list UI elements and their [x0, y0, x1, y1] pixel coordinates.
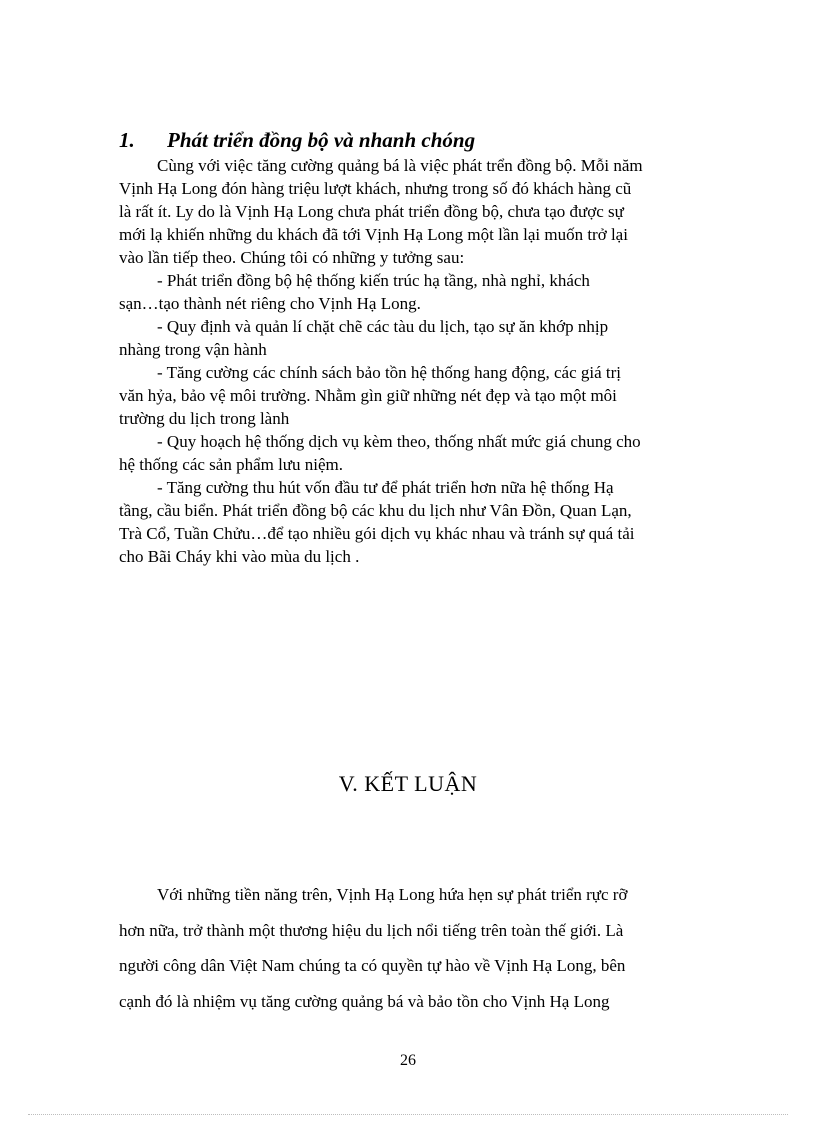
body-line: tầng, cầu biển. Phát triển đồng bộ các khu du lịch như Vân Đồn, Quan Lạn,: [119, 501, 632, 520]
conclusion-line: Với những tiền năng trên, Vịnh Hạ Long hứa hẹn sự phát triển rực rỡ: [157, 885, 628, 904]
body-line: cho Bãi Cháy khi vào mùa du lịch .: [119, 547, 360, 566]
body-line: trường du lịch trong lành: [119, 409, 290, 428]
bullet-line: - Tăng cường thu hút vốn đầu tư để phát triển hơn nữa hệ thống Hạ: [157, 478, 614, 497]
body-line: nhàng trong vận hành: [119, 340, 267, 359]
body-line: Cùng với việc tăng cường quảng bá là việc phát trển đồng bộ. Mỗi năm: [157, 156, 643, 175]
bullet-line: - Quy định và quản lí chặt chẽ các tàu du lịch, tạo sự ăn khớp nhịp: [157, 317, 609, 336]
body-line: vào lần tiếp theo. Chúng tôi có những y tưởng sau:: [119, 248, 465, 267]
body-line: là rất ít. Ly do là Vịnh Hạ Long chưa phát triển đồng bộ, chưa tạo được sự: [119, 202, 624, 221]
bullet-line: - Phát triển đồng bộ hệ thống kiến trúc hạ tầng, nhà nghỉ, khách: [157, 271, 590, 290]
section-body: [119, 154, 699, 568]
conclusion-line: hơn nữa, trở thành một thương hiệu du lịch nổi tiếng trên toàn thế giới. Là: [119, 920, 624, 940]
section-title: Phát triển đồng bộ và nhanh chóng: [167, 128, 476, 152]
body-line: mới lạ khiến những du khách đã tới Vịnh Hạ Long một lần lại muốn trở lại: [119, 225, 628, 244]
bullet-line: - Tăng cường các chính sách bảo tồn hệ thống hang động, các giá trị: [157, 363, 621, 382]
body-line: hệ thống các sản phẩm lưu niệm.: [119, 455, 344, 474]
body-line: Vịnh Hạ Long đón hàng triệu lượt khách, nhưng trong số đó khách hàng cũ: [119, 179, 632, 198]
conclusion-heading: V. KẾT LUẬN: [338, 771, 478, 796]
conclusion-line: người công dân Việt Nam chúng ta có quyền tự hào về Vịnh Hạ Long, bên: [119, 956, 626, 975]
conclusion-body: [119, 877, 699, 1019]
bullet-line: - Quy hoạch hệ thống dịch vụ kèm theo, thống nhất mức giá chung cho: [157, 432, 641, 451]
section-number: 1.: [119, 128, 135, 152]
body-line: sạn…tạo thành nét riêng cho Vịnh Hạ Long.: [119, 294, 421, 313]
body-line: văn hỷa, bảo vệ môi trường. Nhằm gìn giữ những nét đẹp và tạo một môi: [119, 386, 617, 405]
body-line: Trà Cổ, Tuần Chửu…để tạo nhiều gói dịch vụ khác nhau và tránh sự quá tải: [119, 524, 635, 543]
section-heading: [119, 128, 475, 153]
conclusion-line: cạnh đó là nhiệm vụ tăng cường quảng bá và bảo tồn cho Vịnh Hạ Long: [119, 991, 610, 1011]
footer-divider: [28, 1114, 788, 1115]
page-number: 26: [400, 1052, 416, 1069]
